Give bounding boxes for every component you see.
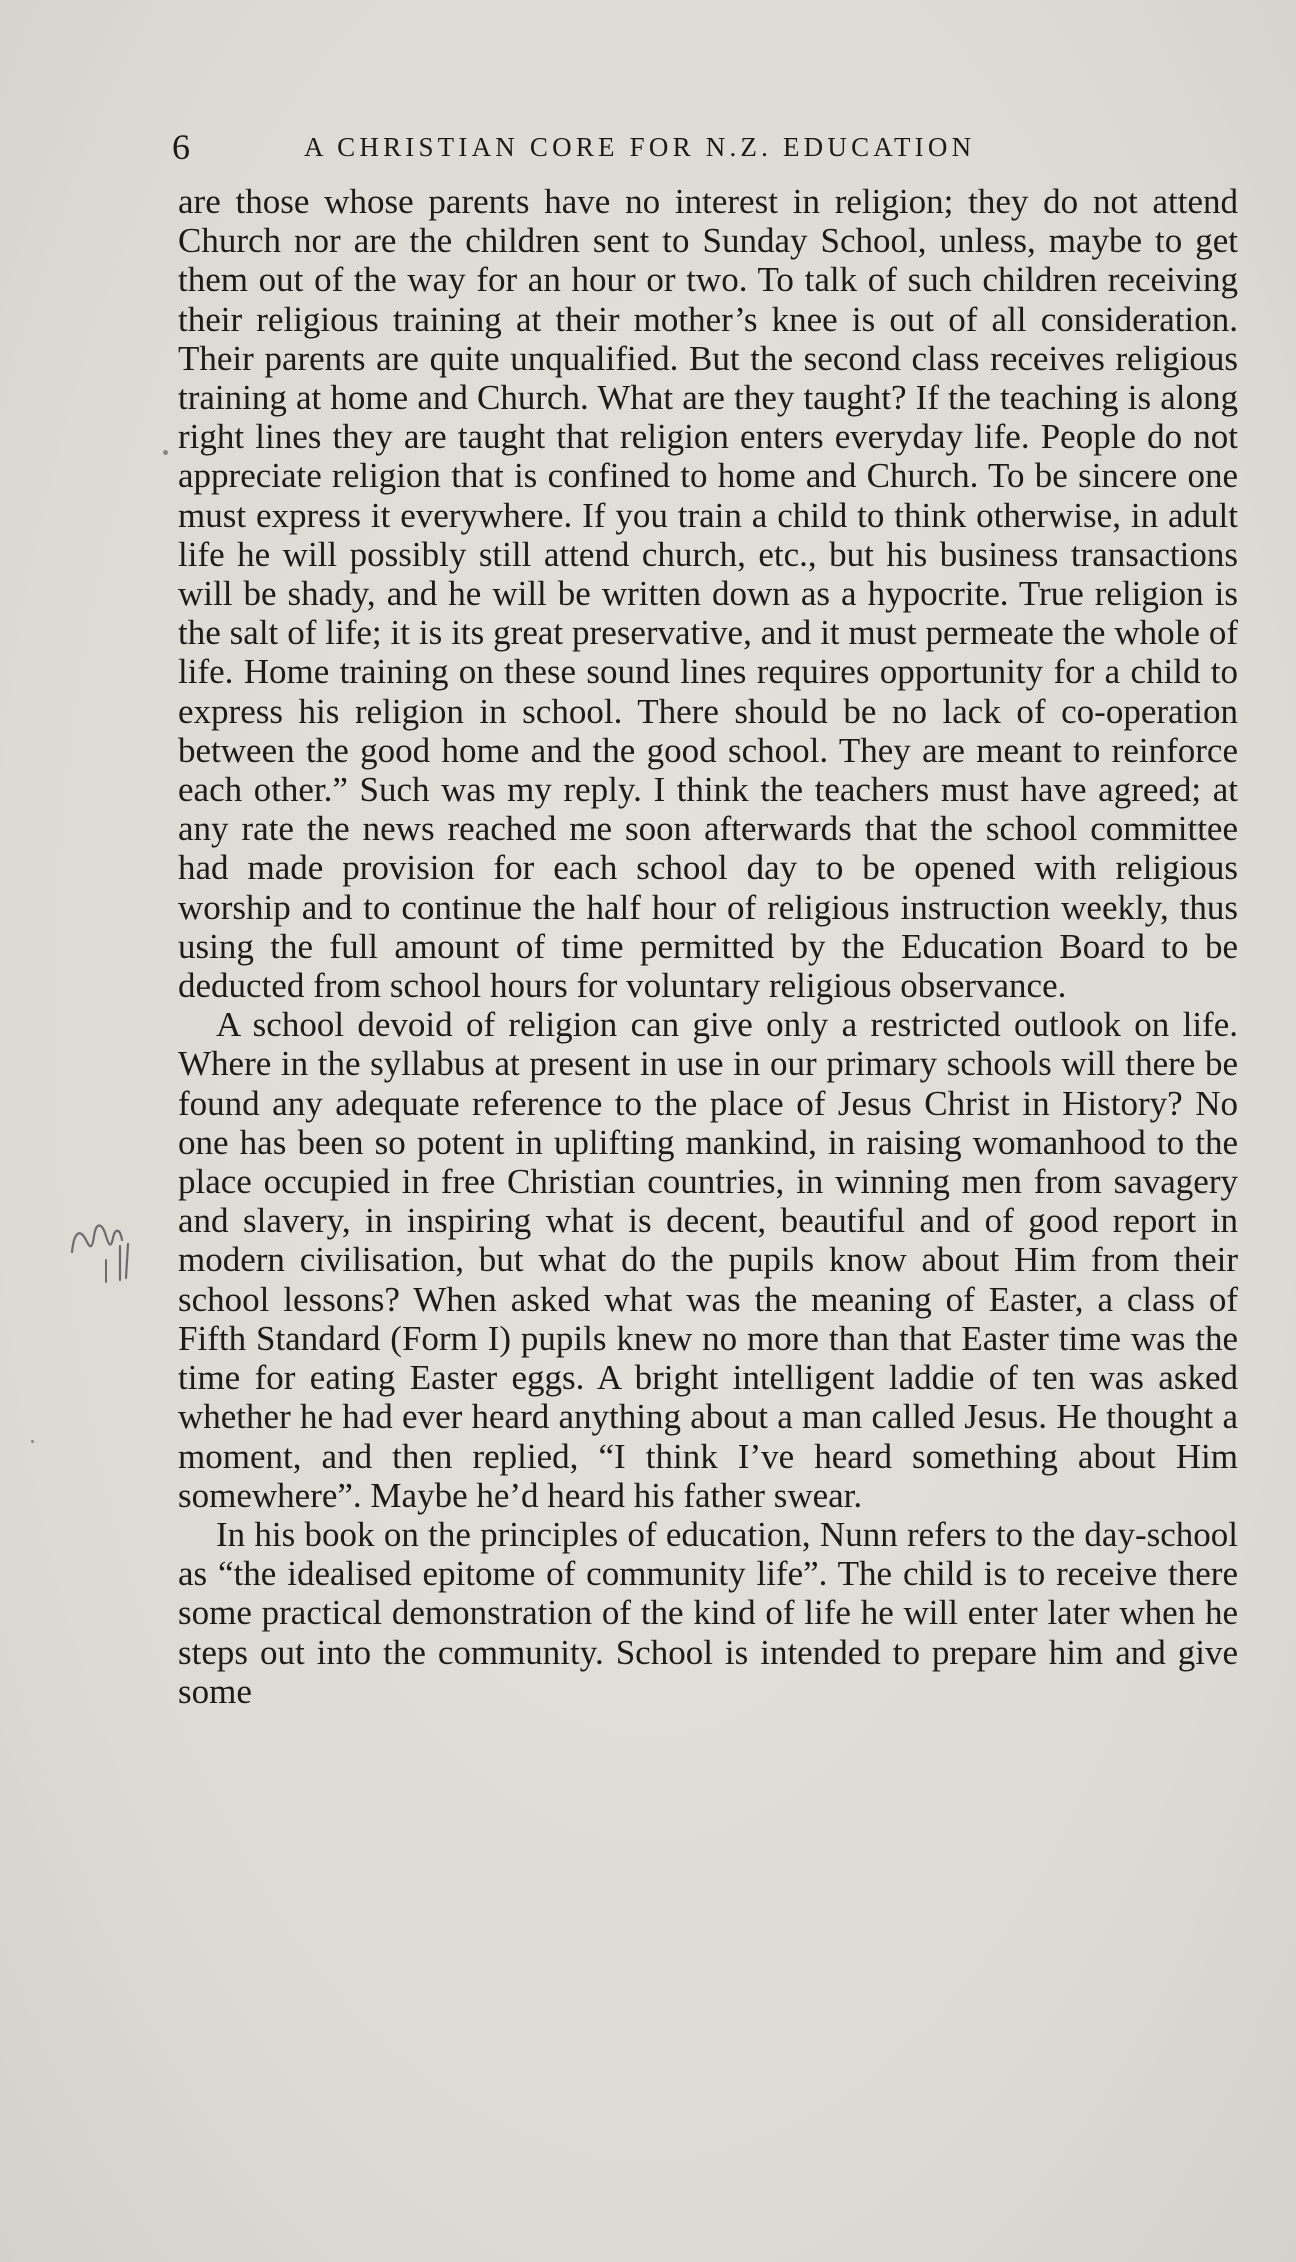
handwritten-mark-icon [66,1214,176,1284]
paragraph-nunn: In his book on the principles of education, Nunn refers to the day-school as “the idealised epitome of community life”. The child is to receive there some practical demonstration of the kind of life he will enter later when he steps out into the community. School is intended to prepare him and give some [178,1514,1238,1711]
paragraph-school-devoid: A school devoid of religion can give only a restricted outlook on life. Where in the syllabus at present in use in our primary schools will there be found any adequate reference to the place of Jesus Christ in History? No one has been so potent in uplifting mankind, in raising womanhood to the place occupied in free Christian countries, in winning men from savagery and slavery, in inspiring what is decent, beautiful and of good report in modern civilisation, but what do the pupils know about Him from their school lessons? When asked what was the meaning of Easter, a class of Fifth Standard (Form I) pupils knew no more than that Easter time was the time for eating Easter eggs. A bright intelligent laddie of ten was asked whether he had ever heard anything about a man called Jesus. He thought a moment, and then replied, “I think I’ve heard something about Him somewhere”. Maybe he’d heard his father swear. [178,1005,1238,1515]
running-title: A CHRISTIAN CORE FOR N.Z. EDUCATION [304,132,976,162]
paragraph-continued: are those whose parents have no interest in religion; they do not attend Church nor are the children sent to Sunday School, unless, maybe to get them out of the way for an hour or two. To talk of such children receiving their religious training at their mother’s knee is out of all consideration. Their parents are quite unqualified. But the second class receives religious training at home and Church. What are they taught? If the teaching is along right lines they are taught that religion enters everyday life. People do not appreciate religion that is confined to home and Church. To be sincere one must express it everywhere. If you train a child to think otherwise, in adult life he will possibly still attend church, etc., but his business transactions will be shady, and he will be written down as a hypocrite. True religion is the salt of life; it is its great preservative, and it must permeate the whole of life. Home training on these sound lines requires opportunity for a child to express his religion in school. There should be no lack of co-operation between the good home and the good school. They are meant to reinforce each other.” Such was my reply. I think the teachers must have agreed; at any rate the news reached me soon afterwards that the school committee had made provision for each school day to be opened with religious worship and to continue the half hour of religious instruction weekly, thus using the full amount of time permitted by the Education Board to be deducted from school hours for voluntary religious observance. [178,182,1238,1006]
body-text [178,182,1238,1711]
running-head [172,126,1232,172]
page-number: 6 [172,127,191,167]
stray-mark [31,1440,34,1443]
stray-mark [163,450,168,455]
